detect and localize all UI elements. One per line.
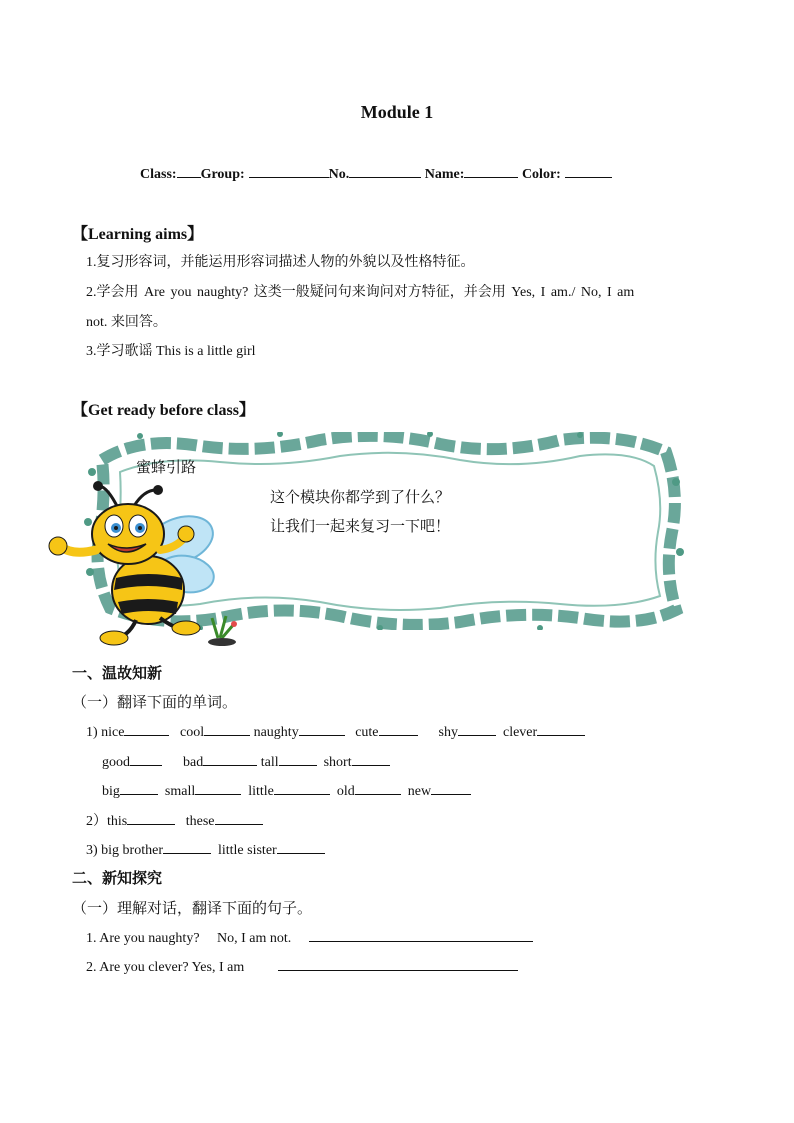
part1-heading: 一、温故知新 [72, 666, 163, 682]
word-this: 2）this [86, 814, 128, 829]
blank-naughty[interactable] [299, 722, 345, 736]
group-label: Group: [200, 167, 245, 182]
blank-nice[interactable] [124, 722, 169, 736]
number-blank[interactable] [349, 164, 421, 178]
aim-item-2: 2.学会用 Are you naughty? 这类一般疑问句来询问对方特征，并会用 Yes, I am./ No, I am [86, 285, 635, 300]
sentence-1-text: 1. Are you naughty? No, I am not. [86, 931, 292, 946]
blank-cool[interactable] [204, 722, 250, 736]
part1-subheading: （一）翻译下面的单词。 [72, 695, 238, 711]
word-old: old [336, 784, 355, 799]
blank-good[interactable] [130, 752, 162, 766]
bee-guide-label: 蜜蜂引路 [136, 460, 197, 476]
name-blank[interactable] [464, 164, 518, 178]
word-cute: cute [355, 725, 379, 740]
bee-illustration [48, 478, 238, 648]
word-nice: 1) nice [86, 725, 125, 740]
sentence-1-blank[interactable] [309, 928, 533, 942]
word-new: new [407, 784, 432, 799]
blank-new[interactable] [431, 781, 471, 795]
sentence-2-blank[interactable] [278, 957, 518, 971]
learning-aims-heading: 【Learning aims】 [72, 226, 204, 243]
blank-little[interactable] [274, 781, 330, 795]
aim-item-2-cont: not. 来回答。 [86, 315, 167, 330]
blank-small[interactable] [195, 781, 241, 795]
word-small: small [164, 784, 196, 799]
blank-bad[interactable] [203, 752, 257, 766]
sentence-2 [86, 957, 518, 976]
blank-big[interactable] [120, 781, 158, 795]
word-clever: clever [502, 725, 538, 740]
blank-tall[interactable] [279, 752, 317, 766]
blank-little-sister[interactable] [277, 840, 325, 854]
blank-these[interactable] [215, 811, 263, 825]
class-label: Class: [140, 167, 177, 182]
name-label: Name: [424, 167, 465, 182]
word-cool: cool [179, 725, 205, 740]
vocab-row-4 [86, 810, 263, 830]
word-big-brother: 3) big brother [86, 843, 163, 858]
blank-shy[interactable] [458, 722, 496, 736]
intro-line-1: 这个模块你都学到了什么？ [270, 490, 451, 506]
vocab-row-2 [102, 752, 390, 771]
blank-big-brother[interactable] [163, 840, 211, 854]
word-short: short [323, 755, 352, 770]
class-blank[interactable] [177, 164, 201, 178]
vocab-row-1 [86, 722, 585, 741]
word-shy: shy [438, 725, 458, 740]
word-these: these [185, 814, 215, 829]
word-naughty: naughty [253, 725, 299, 740]
word-little: little [248, 784, 274, 799]
word-good: good [102, 755, 130, 770]
intro-line-2: 让我们一起来复习一下吧！ [270, 519, 451, 535]
color-label: Color: [521, 167, 561, 182]
blank-cute[interactable] [379, 722, 418, 736]
word-tall: tall [260, 755, 279, 770]
aim-item-3: 3.学习歌谣 This is a little girl [86, 344, 256, 359]
vocab-row-5 [86, 840, 325, 859]
number-label: No. [328, 167, 350, 182]
blank-short[interactable] [352, 752, 390, 766]
sentence-1 [86, 928, 533, 947]
sentence-2-text: 2. Are you clever? Yes, I am [86, 960, 245, 975]
blank-this[interactable] [127, 811, 175, 825]
student-info-row [140, 164, 612, 183]
blank-clever[interactable] [537, 722, 585, 736]
aim-item-1: 1.复习形容词，并能运用形容词描述人物的外貌以及性格特征。 [86, 255, 475, 270]
page-title: Module 1 [360, 102, 434, 122]
get-ready-heading: 【Get ready before class】 [72, 402, 255, 419]
word-big: big [102, 784, 120, 799]
part2-subheading: （一）理解对话，翻译下面的句子。 [72, 901, 313, 917]
group-blank[interactable] [249, 164, 329, 178]
blank-old[interactable] [355, 781, 401, 795]
part2-heading: 二、新知探究 [72, 871, 163, 887]
word-little-sister: little sister [217, 843, 277, 858]
word-bad: bad [183, 755, 204, 770]
vocab-row-3 [102, 781, 471, 800]
color-blank[interactable] [565, 164, 612, 178]
